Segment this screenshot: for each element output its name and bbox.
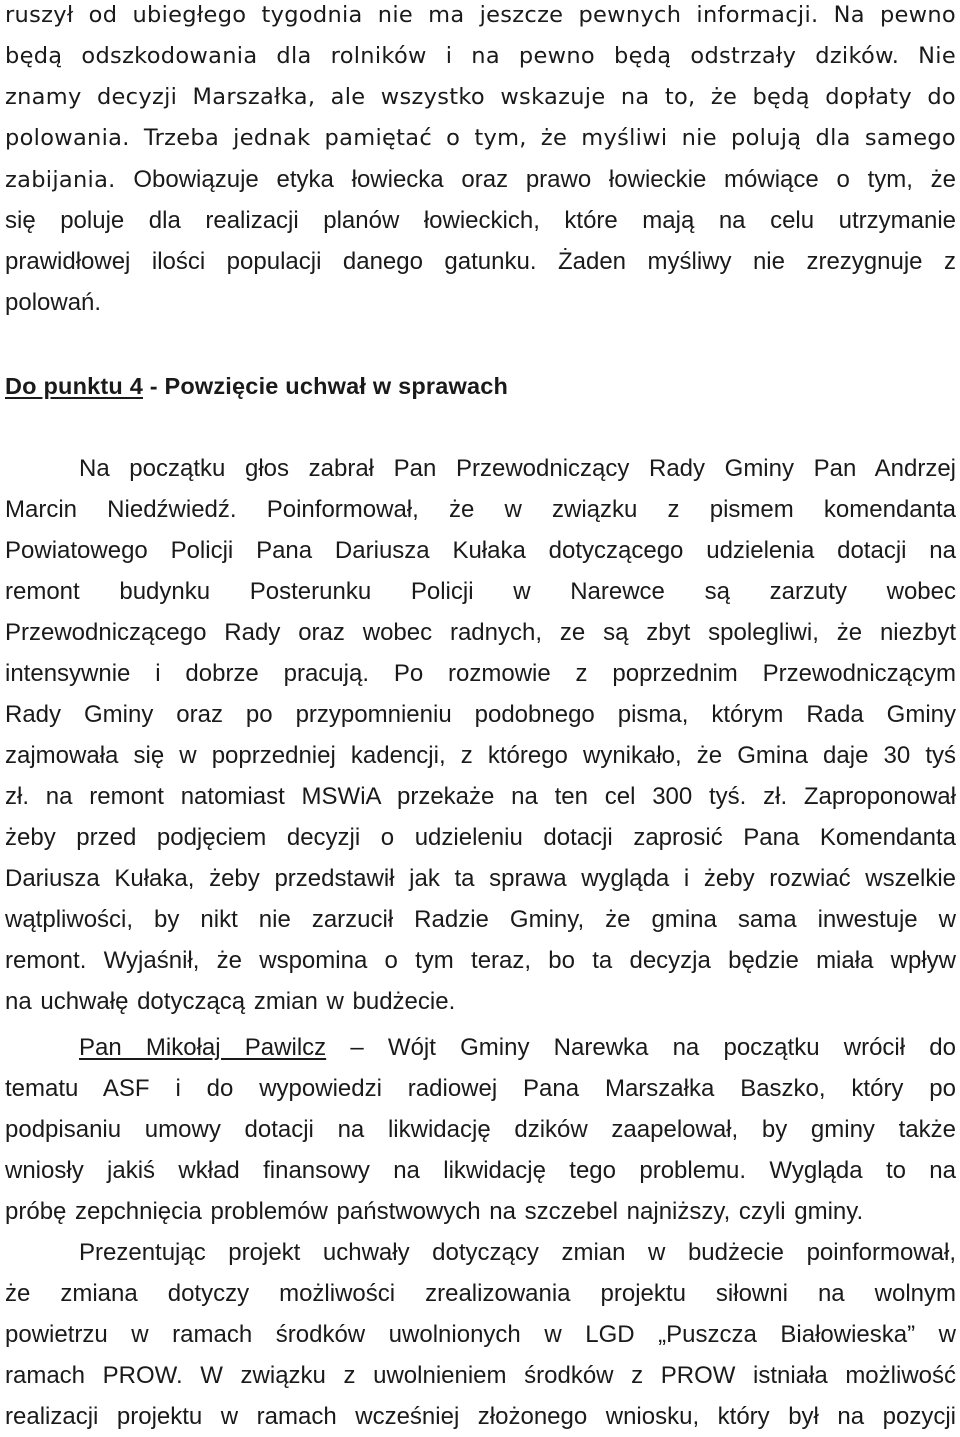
text-line: ruszył od ubiegłego tygodnia nie ma jeszcze pewnych informacji. Na pewno — [5, 2, 956, 28]
text-fragment: Prezentując projekt uchwały dotyczący zmian w budżecie poinformował, — [79, 1239, 956, 1266]
text-line: polowania. Trzeba jednak pamiętać o tym, że myśliwi nie polują dla samego — [5, 125, 956, 151]
text-line: prawidłowej ilości populacji danego gatunku. Żaden myśliwy nie zrezygnuje z — [5, 248, 956, 275]
paragraph-asf — [5, 0, 956, 323]
paragraph-chairman — [5, 448, 956, 1022]
text-line: intensywnie i dobrze pracują. Po rozmowie z poprzednim Przewodniczącym — [5, 660, 956, 687]
text-line: żeby przed podjęciem decyzji o udzieleniu dotacji zaprosić Pana Komendanta — [5, 824, 956, 851]
heading-point-label: Do punktu 4 — [5, 373, 143, 399]
text-line: będą odszkodowania dla rolników i na pewno będą odstrzały dzików. Nie — [5, 43, 956, 69]
text-line: próbę zepchnięcia problemów państwowych na szczebel najniższy, czyli gminy. — [5, 1198, 864, 1225]
heading-title: - Powzięcie uchwał w sprawach — [142, 373, 509, 399]
text-fragment: zabijania. — [5, 167, 116, 193]
text-fragment: – Wójt Gminy Narewka na początku wrócił do — [326, 1034, 956, 1061]
text-line: wątpliwości, by nikt nie zarzucił Radzie Gminy, że gmina sama inwestuje w — [5, 906, 956, 933]
text-line: realizacji projektu w ramach wcześniej złożonego wniosku, który był na pozycji — [5, 1403, 956, 1430]
text-line: wniosły jakiś wkład finansowy na likwidację tego problemu. Wygląda to na — [5, 1157, 956, 1184]
text-line: Przewodniczącego Rady oraz wobec radnych, ze są zbyt spolegliwi, że niezbyt — [5, 619, 956, 646]
text-line: remont budynku Posterunku Policji w Narewce są zarzuty wobec — [5, 578, 956, 605]
text-line: Dariusza Kułaka, żeby przedstawił jak ta sprawa wygląda i żeby rozwiać wszelkie — [5, 865, 956, 892]
section-heading — [5, 366, 508, 407]
text-line: zł. na remont natomiast MSWiA przekaże na ten cel 300 tyś. zł. Zaproponował — [5, 783, 956, 810]
text-line: znamy decyzji Marszałka, ale wszystko wskazuje na to, że będą dopłaty do — [5, 84, 956, 110]
text-line: Powiatowego Policji Pana Dariusza Kułaka dotyczącego udzielenia dotacji na — [5, 537, 956, 564]
text-line: Marcin Niedźwiedź. Poinformował, że w związku z pismem komendanta — [5, 496, 956, 523]
speaker-name: Pan Mikołaj Pawilcz — [79, 1034, 327, 1061]
text-line-indented — [5, 1027, 956, 1068]
text-line: Rady Gminy oraz po przypomnieniu podobnego pisma, którym Rada Gminy — [5, 701, 956, 728]
text-line: na uchwałę dotyczącą zmian w budżecie. — [5, 988, 456, 1015]
text-line: powietrzu w ramach środków uwolnionych w LGD „Puszcza Białowieska” w — [5, 1321, 956, 1348]
text-line: zajmowała się w poprzedniej kadencji, z którego wynikało, że Gmina daje 30 tyś — [5, 742, 956, 769]
text-line: remont. Wyjaśnił, że wspomina o tym teraz, bo ta decyzja będzie miała wpływ — [5, 947, 956, 974]
text-fragment: Na początku głos zabrał Pan Przewodniczący Rady Gminy Pan Andrzej — [79, 455, 956, 482]
text-line: ramach PROW. W związku z uwolnieniem środków z PROW istniała możliwość — [5, 1362, 956, 1389]
text-line: polowań. — [5, 289, 102, 316]
text-line-mixed — [5, 159, 956, 200]
text-line: tematu ASF i do wypowiedzi radiowej Pana Marszałka Baszko, który po — [5, 1075, 956, 1102]
text-line: podpisaniu umowy dotacji na likwidację dzików zaapelował, by gminy także — [5, 1116, 956, 1143]
text-fragment: Obowiązuje etyka łowiecka oraz prawo łowieckie mówiące o tym, że — [115, 166, 956, 193]
text-line: że zmiana dotyczy możliwości zrealizowania projektu siłowni na wolnym — [5, 1280, 956, 1307]
paragraph-budget — [5, 1232, 956, 1437]
paragraph-mayor — [5, 1027, 956, 1232]
text-line-indented — [5, 1232, 956, 1273]
text-line-indented — [5, 448, 956, 489]
text-line: się poluje dla realizacji planów łowieckich, które mają na celu utrzymanie — [5, 207, 956, 234]
